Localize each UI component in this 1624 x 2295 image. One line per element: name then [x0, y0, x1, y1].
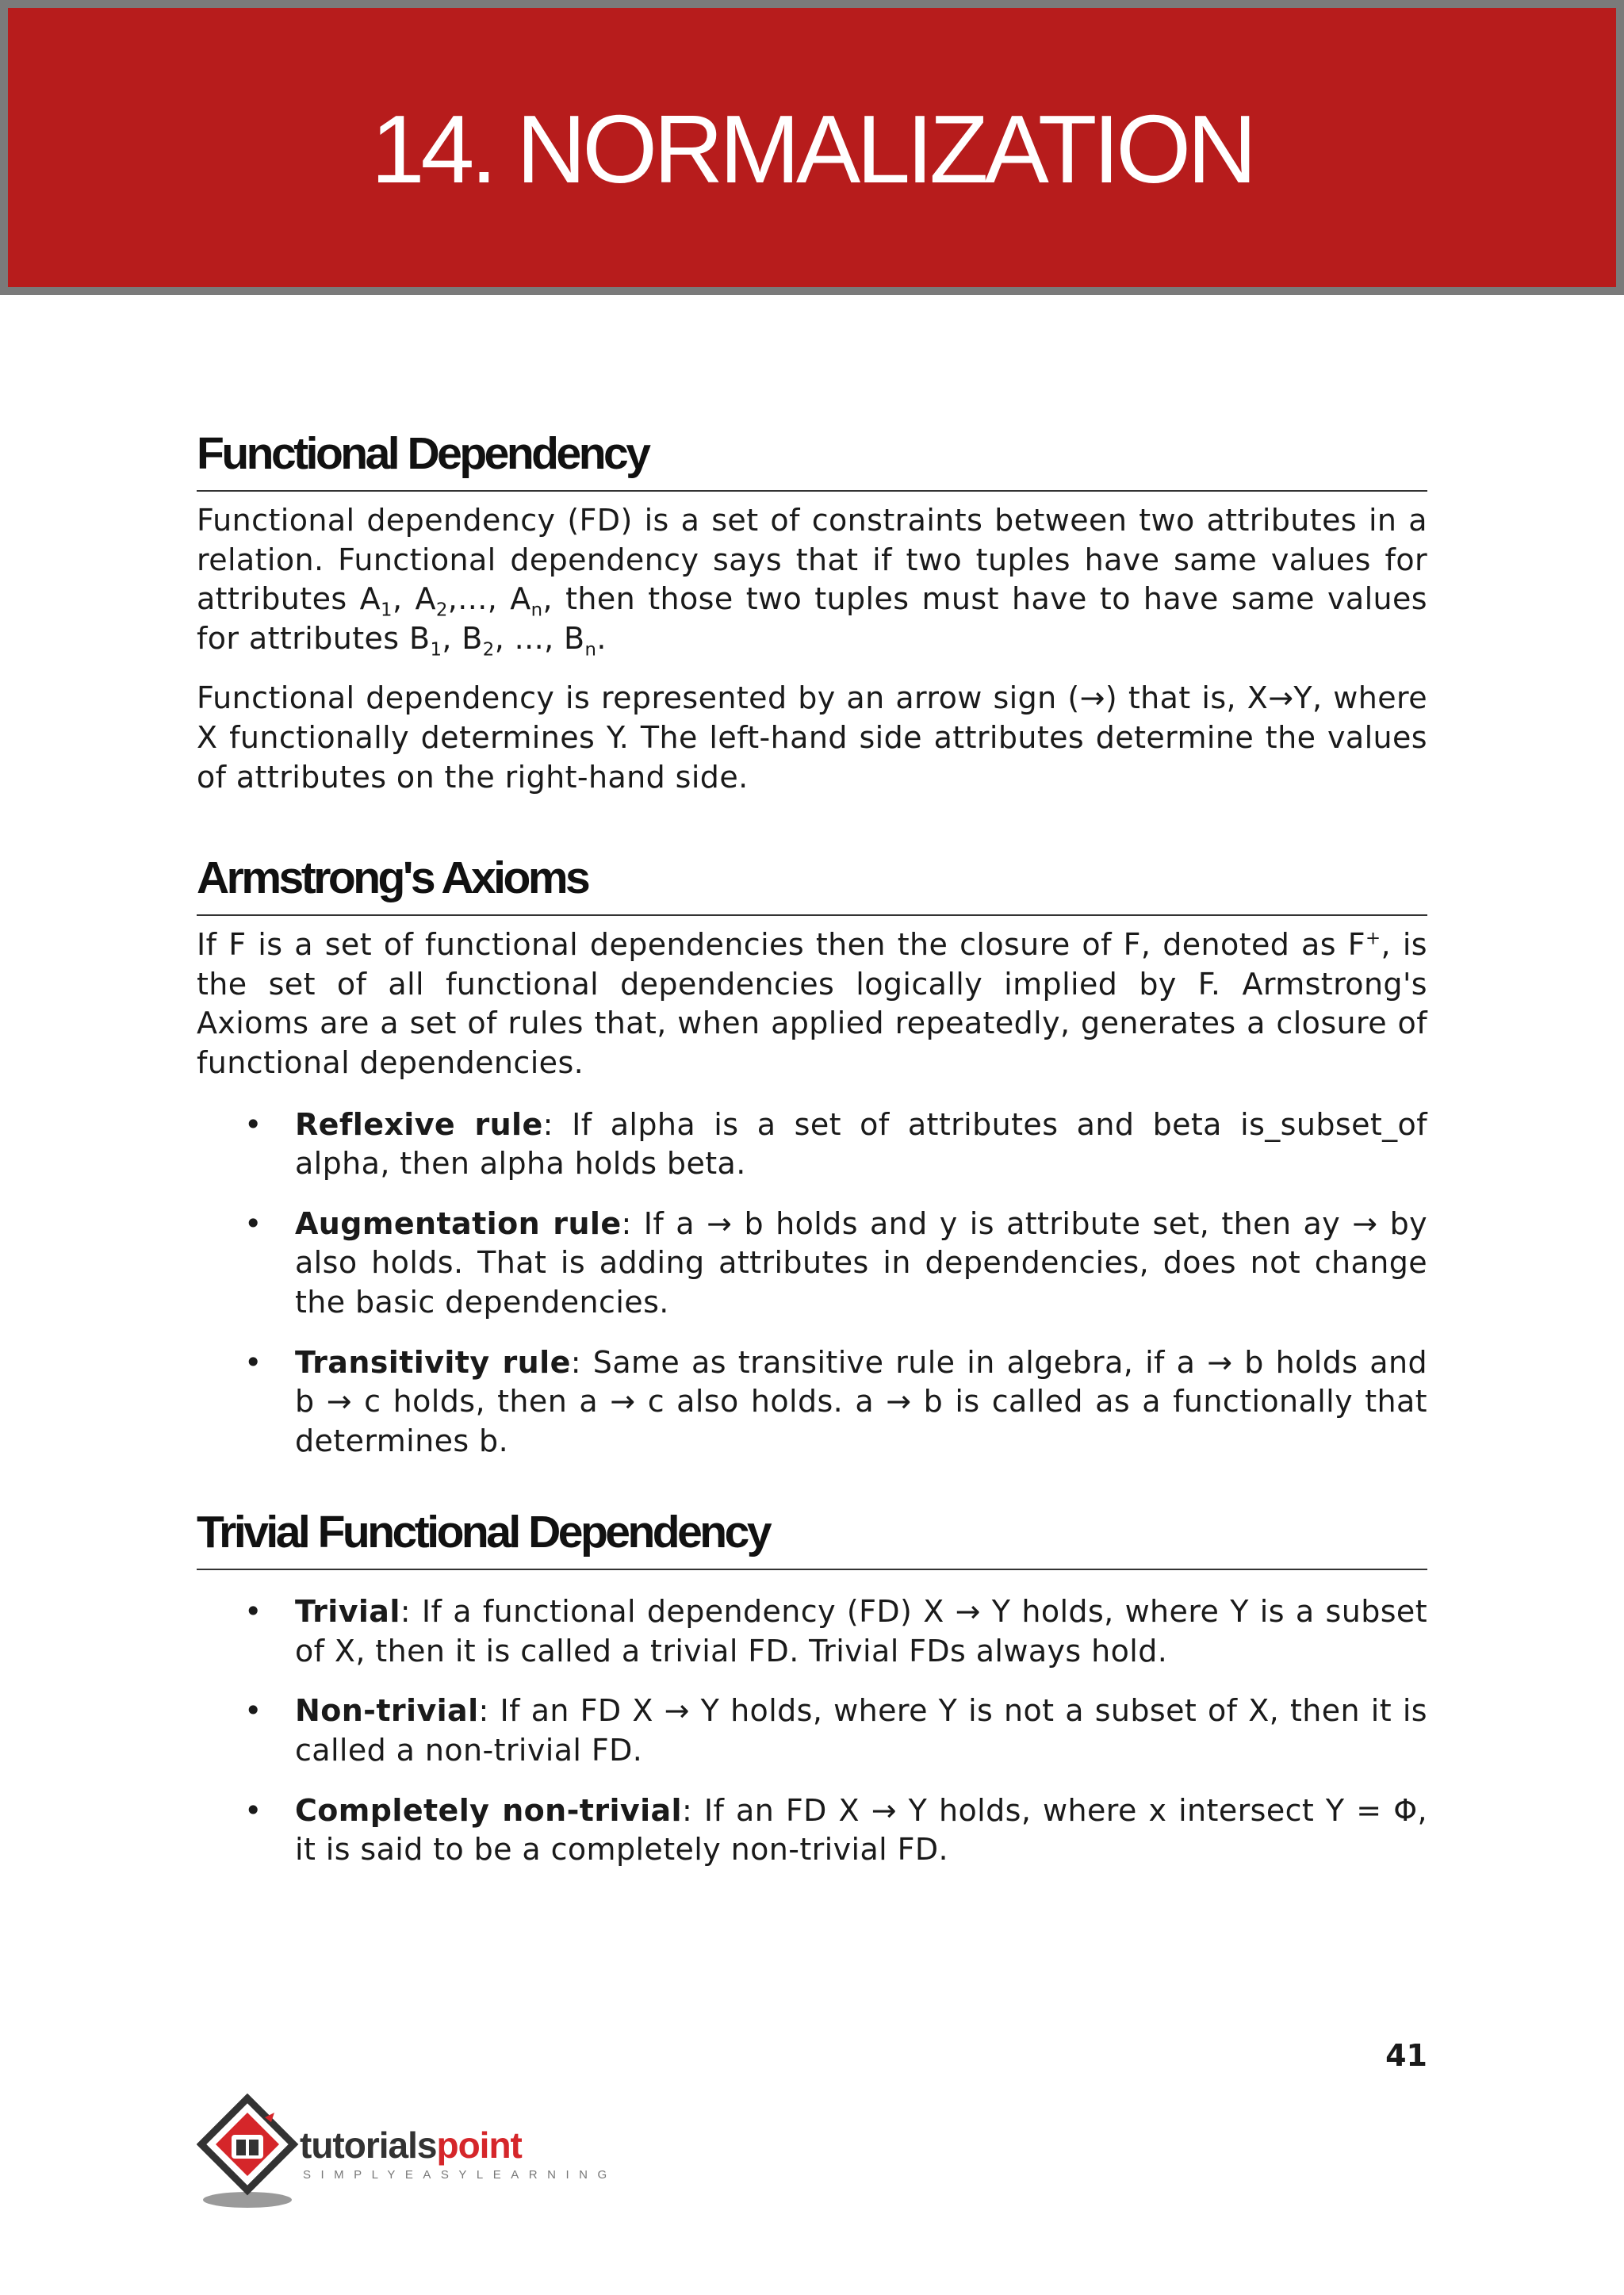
- bullet-icon: •: [244, 1344, 262, 1380]
- fd-type-text: : If an FD X → Y holds, where x intersect Y = Φ, it is said to be a completely non-trivial FD.: [295, 1792, 1428, 1868]
- list-item: [197, 1791, 1427, 1870]
- list-item: [197, 1105, 1427, 1184]
- fd-type-term: Completely non-trivial: [295, 1792, 682, 1828]
- list-item: [197, 1592, 1427, 1671]
- chapter-title: 14. NORMALIZATION: [370, 95, 1254, 203]
- tutorialspoint-logo: [197, 2094, 617, 2213]
- armstrong-rules-list: [197, 1105, 1427, 1462]
- rule-term: Augmentation rule: [295, 1205, 622, 1241]
- logo-diamond-icon: [197, 2094, 300, 2213]
- rule-text: : If a → b holds and y is attribute set, then ay → by also holds. That is adding attributes in dependencies, does not change the basic dependencies.: [295, 1205, 1427, 1320]
- section-heading-functional-dependency: Functional Dependency: [197, 422, 1427, 492]
- fd-type-text: : If an FD X → Y holds, where Y is not a subset of X, then it is called a non-trivial FD.: [295, 1693, 1427, 1768]
- bullet-icon: •: [244, 1106, 262, 1142]
- rule-term: Reflexive rule: [295, 1106, 543, 1142]
- armstrong-intro-paragraph: If F is a set of functional dependencies then the closure of F, denoted as F+, is the set of all functional dependencies logically implied by F. Armstrong's Axioms are a set of rules that, when applied repeatedly, generates a closure of functional dependencies.: [197, 927, 1427, 1080]
- rule-term: Transitivity rule: [295, 1344, 571, 1380]
- section-heading-trivial-functional-dependency: Trivial Functional Dependency: [197, 1500, 1427, 1570]
- page-content: [197, 422, 1427, 1870]
- logo-tagline: SIMPLYEASYLEARNING: [303, 2168, 617, 2182]
- bullet-icon: •: [244, 1792, 262, 1828]
- list-item: [197, 1343, 1427, 1462]
- rule-text: : Same as transitive rule in algebra, if a → b holds and b → c holds, then a → c also holds. a → b is called as a functionally that determines b.: [295, 1344, 1427, 1458]
- fd-type-term: Non-trivial: [295, 1693, 479, 1729]
- rule-text: : If alpha is a set of attributes and beta is_subset_of alpha, then alpha holds beta.: [295, 1106, 1427, 1182]
- list-item: [197, 1692, 1427, 1770]
- chapter-banner: [0, 0, 1624, 295]
- list-item: [197, 1205, 1427, 1323]
- bullet-icon: •: [244, 1693, 262, 1729]
- fd-paragraph-2: Functional dependency is represented by an arrow sign (→) that is, X→Y, where X functionally determines Y. The left-hand side attributes determine the values of attributes on the right-hand side.: [197, 680, 1427, 795]
- page-number: 41: [1385, 2038, 1427, 2073]
- trivial-fd-list: [197, 1592, 1427, 1870]
- fd-type-text: : If a functional dependency (FD) X → Y holds, where Y is a subset of X, then it is called a trivial FD. Trivial FDs always hold.: [295, 1594, 1427, 1669]
- bullet-icon: •: [244, 1594, 262, 1630]
- fd-paragraph-1: Functional dependency (FD) is a set of constraints between two attributes in a relation. Functional dependency says that if two tuples have same values for attributes $A_1$, $A_2$,..., $A_n$, then those two tuples must have to have same values for attributes $B_1$, $B_2$, ..., $B_n$.: [197, 503, 1427, 661]
- fd-type-term: Trivial: [295, 1594, 400, 1630]
- logo-wordmark: tutorialspoint: [300, 2125, 522, 2166]
- bullet-icon: •: [244, 1205, 262, 1241]
- section-heading-armstrongs-axioms: Armstrong's Axioms: [197, 846, 1427, 916]
